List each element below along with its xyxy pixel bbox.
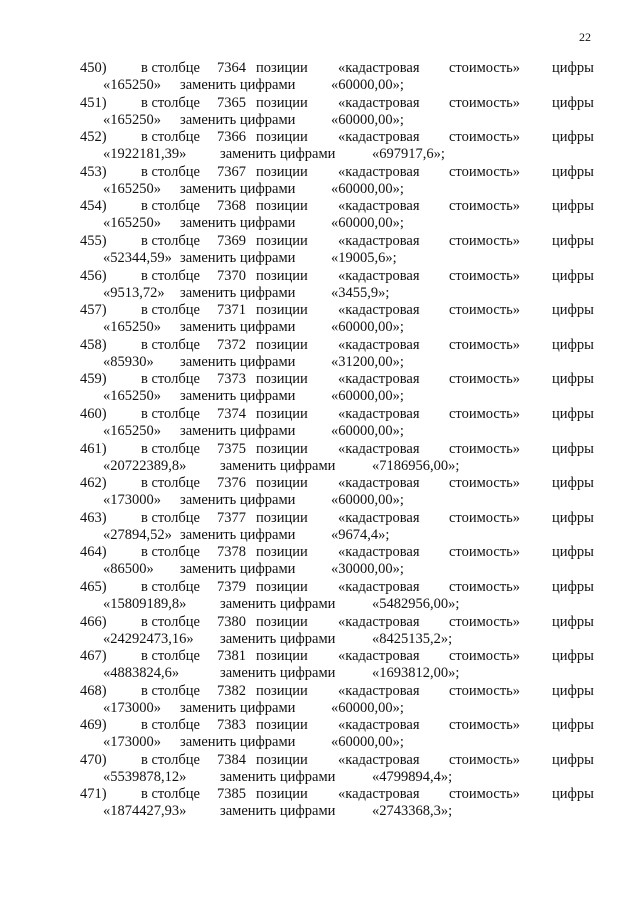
item-position-word: позиции <box>256 613 308 630</box>
item-number: 459) <box>80 371 107 388</box>
item-digits-word: цифры <box>552 405 594 422</box>
item-value-word: стоимость» <box>449 578 521 595</box>
item-position-word: позиции <box>256 509 308 526</box>
item-digits-word: цифры <box>552 509 594 526</box>
item-new-value: «697917,6»; <box>372 146 445 163</box>
list-item <box>0 164 639 199</box>
list-item <box>0 475 639 510</box>
item-old-value: «173000» <box>103 699 161 716</box>
item-new-value: «31200,00»; <box>331 353 404 370</box>
item-instruction: в столбце <box>141 163 200 180</box>
list-item <box>0 198 639 233</box>
item-new-value: «60000,00»; <box>331 492 404 509</box>
item-new-value: «60000,00»; <box>331 111 404 128</box>
item-column: 7383 <box>217 717 246 734</box>
item-value-word: стоимость» <box>449 682 521 699</box>
list-item <box>0 337 639 372</box>
item-old-value: «165250» <box>103 319 161 336</box>
item-value-word: стоимость» <box>449 198 521 215</box>
item-new-value: «3455,9»; <box>331 284 390 301</box>
item-number: 467) <box>80 648 107 665</box>
list-item <box>0 717 639 752</box>
item-number: 461) <box>80 440 107 457</box>
item-digits-word: цифры <box>552 751 594 768</box>
item-old-value: «27894,52» <box>103 526 172 543</box>
list-item <box>0 95 639 130</box>
item-position-word: позиции <box>256 440 308 457</box>
item-cadastral-word: «кадастровая <box>338 786 420 803</box>
item-cadastral-word: «кадастровая <box>338 129 420 146</box>
item-digits-word: цифры <box>552 682 594 699</box>
item-instruction: в столбце <box>141 60 200 76</box>
item-column: 7370 <box>217 267 246 284</box>
list-item <box>0 268 639 303</box>
item-digits-word: цифры <box>552 198 594 215</box>
item-replace-text: заменить цифрами <box>220 665 336 682</box>
item-cadastral-word: «кадастровая <box>338 613 420 630</box>
item-value-word: стоимость» <box>449 302 521 319</box>
item-old-value: «52344,59» <box>103 249 172 266</box>
item-replace-text: заменить цифрами <box>180 526 296 543</box>
item-cadastral-word: «кадастровая <box>338 405 420 422</box>
item-position-word: позиции <box>256 60 308 76</box>
item-replace-text: заменить цифрами <box>220 803 336 820</box>
item-cadastral-word: «кадастровая <box>338 232 420 249</box>
item-replace-text: заменить цифрами <box>180 111 296 128</box>
item-column: 7374 <box>217 405 246 422</box>
item-cadastral-word: «кадастровая <box>338 440 420 457</box>
item-position-word: позиции <box>256 751 308 768</box>
list-item <box>0 614 639 649</box>
item-number: 466) <box>80 613 107 630</box>
item-instruction: в столбце <box>141 336 200 353</box>
item-value-word: стоимость» <box>449 267 521 284</box>
item-old-value: «165250» <box>103 77 161 93</box>
item-digits-word: цифры <box>552 336 594 353</box>
item-column: 7378 <box>217 544 246 561</box>
item-old-value: «4883824,6» <box>103 665 180 682</box>
item-position-word: позиции <box>256 94 308 111</box>
item-old-value: «165250» <box>103 388 161 405</box>
item-number: 465) <box>80 578 107 595</box>
item-cadastral-word: «кадастровая <box>338 682 420 699</box>
item-cadastral-word: «кадастровая <box>338 578 420 595</box>
item-column: 7369 <box>217 232 246 249</box>
item-old-value: «1874427,93» <box>103 803 187 820</box>
item-old-value: «165250» <box>103 180 161 197</box>
item-replace-text: заменить цифрами <box>180 180 296 197</box>
item-digits-word: цифры <box>552 648 594 665</box>
list-item <box>0 441 639 476</box>
item-number: 457) <box>80 302 107 319</box>
item-value-word: стоимость» <box>449 786 521 803</box>
item-position-word: позиции <box>256 475 308 492</box>
item-new-value: «2743368,3»; <box>372 803 453 820</box>
item-instruction: в столбце <box>141 302 200 319</box>
item-position-word: позиции <box>256 267 308 284</box>
item-number: 463) <box>80 509 107 526</box>
item-value-word: стоимость» <box>449 163 521 180</box>
list-item <box>0 233 639 268</box>
item-column: 7381 <box>217 648 246 665</box>
item-replace-text: заменить цифрами <box>220 146 336 163</box>
list-item <box>0 60 639 95</box>
item-value-word: стоимость» <box>449 509 521 526</box>
item-old-value: «165250» <box>103 215 161 232</box>
item-new-value: «8425135,2»; <box>372 630 453 647</box>
item-instruction: в столбце <box>141 94 200 111</box>
item-number: 470) <box>80 751 107 768</box>
item-column: 7367 <box>217 163 246 180</box>
list-item <box>0 510 639 545</box>
item-old-value: «24292473,16» <box>103 630 194 647</box>
item-old-value: «85930» <box>103 353 154 370</box>
item-replace-text: заменить цифрами <box>180 249 296 266</box>
list-item <box>0 579 639 614</box>
item-digits-word: цифры <box>552 302 594 319</box>
item-column: 7372 <box>217 336 246 353</box>
item-value-word: стоимость» <box>449 405 521 422</box>
item-digits-word: цифры <box>552 60 594 76</box>
list-item <box>0 544 639 579</box>
item-new-value: «60000,00»; <box>331 699 404 716</box>
item-number: 455) <box>80 232 107 249</box>
item-digits-word: цифры <box>552 163 594 180</box>
item-replace-text: заменить цифрами <box>220 457 336 474</box>
item-new-value: «30000,00»; <box>331 561 404 578</box>
item-old-value: «5539878,12» <box>103 768 187 785</box>
item-instruction: в столбце <box>141 232 200 249</box>
item-number: 469) <box>80 717 107 734</box>
item-column: 7365 <box>217 94 246 111</box>
item-cadastral-word: «кадастровая <box>338 163 420 180</box>
item-old-value: «173000» <box>103 492 161 509</box>
item-number: 458) <box>80 336 107 353</box>
item-position-word: позиции <box>256 405 308 422</box>
item-digits-word: цифры <box>552 232 594 249</box>
list-item <box>0 406 639 441</box>
item-instruction: в столбце <box>141 786 200 803</box>
item-new-value: «60000,00»; <box>331 422 404 439</box>
item-digits-word: цифры <box>552 717 594 734</box>
item-replace-text: заменить цифрами <box>180 284 296 301</box>
list-item <box>0 129 639 164</box>
item-instruction: в столбце <box>141 751 200 768</box>
item-column: 7377 <box>217 509 246 526</box>
item-position-word: позиции <box>256 302 308 319</box>
item-value-word: стоимость» <box>449 648 521 665</box>
item-instruction: в столбце <box>141 267 200 284</box>
item-column: 7371 <box>217 302 246 319</box>
item-value-word: стоимость» <box>449 475 521 492</box>
item-column: 7385 <box>217 786 246 803</box>
item-instruction: в столбце <box>141 648 200 665</box>
item-column: 7364 <box>217 60 246 76</box>
item-replace-text: заменить цифрами <box>220 595 336 612</box>
list-item <box>0 683 639 718</box>
item-cadastral-word: «кадастровая <box>338 475 420 492</box>
item-value-word: стоимость» <box>449 232 521 249</box>
item-value-word: стоимость» <box>449 613 521 630</box>
item-instruction: в столбце <box>141 198 200 215</box>
item-value-word: стоимость» <box>449 371 521 388</box>
item-new-value: «60000,00»; <box>331 388 404 405</box>
item-new-value: «60000,00»; <box>331 734 404 751</box>
item-column: 7368 <box>217 198 246 215</box>
item-new-value: «60000,00»; <box>331 215 404 232</box>
item-instruction: в столбце <box>141 371 200 388</box>
list-item <box>0 302 639 337</box>
item-number: 454) <box>80 198 107 215</box>
item-number: 453) <box>80 163 107 180</box>
item-number: 456) <box>80 267 107 284</box>
item-digits-word: цифры <box>552 613 594 630</box>
item-position-word: позиции <box>256 578 308 595</box>
item-column: 7366 <box>217 129 246 146</box>
item-value-word: стоимость» <box>449 544 521 561</box>
item-position-word: позиции <box>256 198 308 215</box>
item-replace-text: заменить цифрами <box>180 422 296 439</box>
item-replace-text: заменить цифрами <box>180 388 296 405</box>
item-value-word: стоимость» <box>449 129 521 146</box>
item-position-word: позиции <box>256 232 308 249</box>
list-item <box>0 648 639 683</box>
item-cadastral-word: «кадастровая <box>338 60 420 76</box>
item-old-value: «1922181,39» <box>103 146 187 163</box>
list-item <box>0 371 639 406</box>
item-instruction: в столбце <box>141 613 200 630</box>
page-number: 22 <box>579 30 591 44</box>
item-number: 452) <box>80 129 107 146</box>
item-replace-text: заменить цифрами <box>180 561 296 578</box>
item-position-word: позиции <box>256 336 308 353</box>
item-column: 7379 <box>217 578 246 595</box>
item-value-word: стоимость» <box>449 94 521 111</box>
amendment-list <box>0 60 639 821</box>
item-old-value: «9513,72» <box>103 284 165 301</box>
item-position-word: позиции <box>256 682 308 699</box>
item-cadastral-word: «кадастровая <box>338 302 420 319</box>
item-new-value: «60000,00»; <box>331 77 404 93</box>
item-number: 464) <box>80 544 107 561</box>
item-number: 468) <box>80 682 107 699</box>
item-position-word: позиции <box>256 648 308 665</box>
item-replace-text: заменить цифрами <box>180 734 296 751</box>
item-cadastral-word: «кадастровая <box>338 509 420 526</box>
item-instruction: в столбце <box>141 717 200 734</box>
item-cadastral-word: «кадастровая <box>338 371 420 388</box>
item-position-word: позиции <box>256 371 308 388</box>
item-number: 451) <box>80 94 107 111</box>
item-value-word: стоимость» <box>449 60 521 76</box>
item-old-value: «86500» <box>103 561 154 578</box>
item-position-word: позиции <box>256 129 308 146</box>
list-item <box>0 752 639 787</box>
item-digits-word: цифры <box>552 267 594 284</box>
item-position-word: позиции <box>256 163 308 180</box>
item-old-value: «173000» <box>103 734 161 751</box>
item-replace-text: заменить цифрами <box>220 630 336 647</box>
item-instruction: в столбце <box>141 578 200 595</box>
item-column: 7380 <box>217 613 246 630</box>
item-replace-text: заменить цифрами <box>180 215 296 232</box>
item-digits-word: цифры <box>552 371 594 388</box>
item-new-value: «9674,4»; <box>331 526 390 543</box>
item-old-value: «165250» <box>103 111 161 128</box>
item-value-word: стоимость» <box>449 336 521 353</box>
item-value-word: стоимость» <box>449 751 521 768</box>
item-new-value: «5482956,00»; <box>372 595 460 612</box>
item-cadastral-word: «кадастровая <box>338 751 420 768</box>
item-instruction: в столбце <box>141 405 200 422</box>
item-column: 7384 <box>217 751 246 768</box>
item-old-value: «15809189,8» <box>103 595 187 612</box>
item-number: 462) <box>80 475 107 492</box>
item-number: 471) <box>80 786 107 803</box>
item-instruction: в столбце <box>141 475 200 492</box>
item-new-value: «60000,00»; <box>331 319 404 336</box>
item-digits-word: цифры <box>552 544 594 561</box>
item-instruction: в столбце <box>141 129 200 146</box>
item-new-value: «1693812,00»; <box>372 665 460 682</box>
item-replace-text: заменить цифрами <box>180 699 296 716</box>
item-instruction: в столбце <box>141 509 200 526</box>
item-cadastral-word: «кадастровая <box>338 336 420 353</box>
item-cadastral-word: «кадастровая <box>338 94 420 111</box>
item-column: 7382 <box>217 682 246 699</box>
item-replace-text: заменить цифрами <box>220 768 336 785</box>
item-digits-word: цифры <box>552 786 594 803</box>
item-digits-word: цифры <box>552 129 594 146</box>
item-position-word: позиции <box>256 544 308 561</box>
list-item <box>0 786 639 821</box>
item-cadastral-word: «кадастровая <box>338 717 420 734</box>
item-column: 7376 <box>217 475 246 492</box>
item-value-word: стоимость» <box>449 717 521 734</box>
item-new-value: «7186956,00»; <box>372 457 460 474</box>
item-digits-word: цифры <box>552 578 594 595</box>
item-digits-word: цифры <box>552 94 594 111</box>
item-replace-text: заменить цифрами <box>180 77 296 93</box>
item-instruction: в столбце <box>141 440 200 457</box>
item-cadastral-word: «кадастровая <box>338 544 420 561</box>
item-column: 7375 <box>217 440 246 457</box>
item-digits-word: цифры <box>552 440 594 457</box>
item-position-word: позиции <box>256 786 308 803</box>
item-value-word: стоимость» <box>449 440 521 457</box>
item-number: 450) <box>80 60 107 76</box>
item-cadastral-word: «кадастровая <box>338 267 420 284</box>
item-new-value: «19005,6»; <box>331 249 397 266</box>
item-cadastral-word: «кадастровая <box>338 198 420 215</box>
item-instruction: в столбце <box>141 544 200 561</box>
item-number: 460) <box>80 405 107 422</box>
item-new-value: «4799894,4»; <box>372 768 453 785</box>
item-old-value: «20722389,8» <box>103 457 187 474</box>
item-column: 7373 <box>217 371 246 388</box>
item-replace-text: заменить цифрами <box>180 353 296 370</box>
item-position-word: позиции <box>256 717 308 734</box>
item-replace-text: заменить цифрами <box>180 319 296 336</box>
item-replace-text: заменить цифрами <box>180 492 296 509</box>
item-new-value: «60000,00»; <box>331 180 404 197</box>
item-instruction: в столбце <box>141 682 200 699</box>
item-old-value: «165250» <box>103 422 161 439</box>
item-cadastral-word: «кадастровая <box>338 648 420 665</box>
item-digits-word: цифры <box>552 475 594 492</box>
